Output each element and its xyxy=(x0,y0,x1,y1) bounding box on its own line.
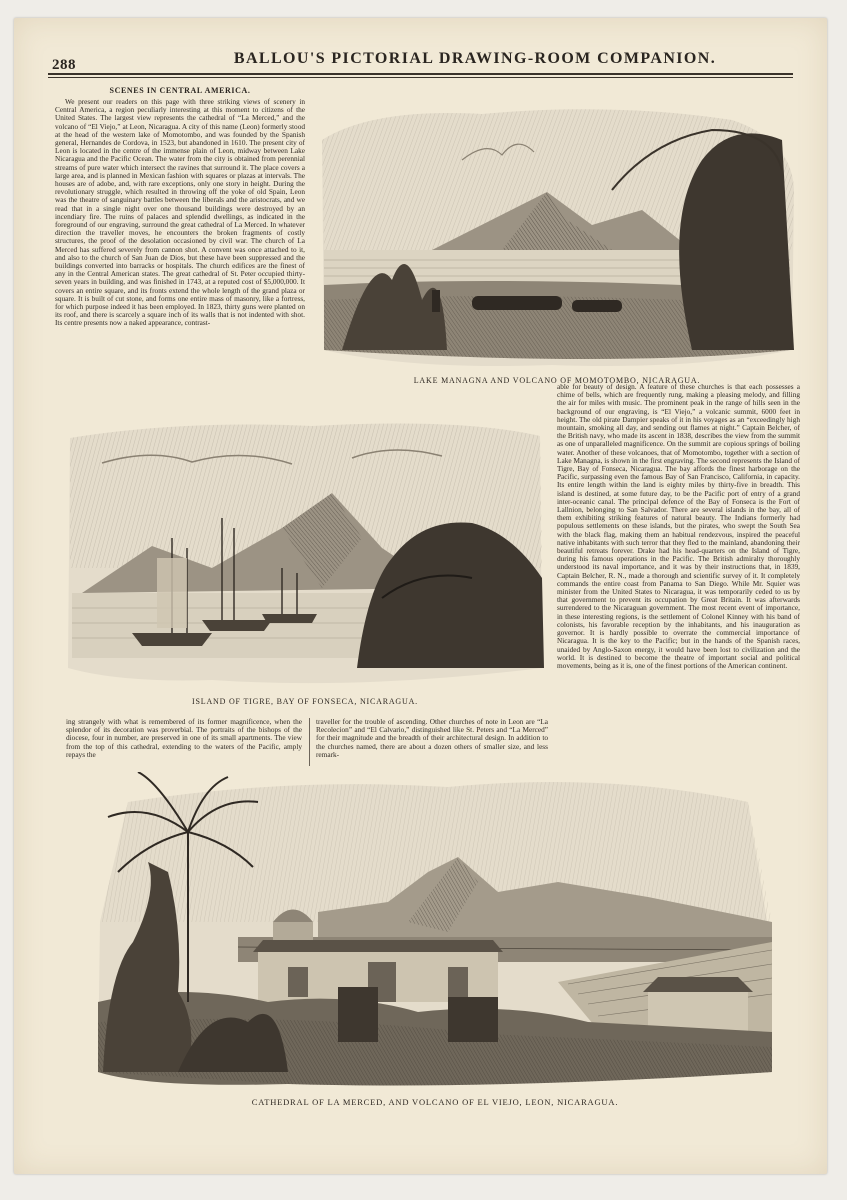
caption-cathedral-la-merced: CATHEDRAL OF LA MERCED, AND VOLCANO OF EL VIEJO, LEON, NICARAGUA. xyxy=(251,1097,619,1107)
article-title: SCENES IN CENTRAL AMERICA. xyxy=(109,86,251,95)
engraving-lake-managna xyxy=(312,100,800,372)
page-number: 288 xyxy=(52,57,76,73)
article-column-lower-mid xyxy=(316,718,548,768)
article-column-right-text: able for beauty of design. A feature of these churches is that each possesses a chime of bells, which are frequently rung, making a pleasing melody, and filling the air for miles with music. The prominent peak in the range of hills seen in the background of our engraving, is “El Viejo,” a volcanic summit, 6000 feet in height. The old pirate Dampier speaks of it in his voyages as an “exceedingly high mountain, smoking all day, and sending out flames at night.” Captain Belcher, of the British navy, who made its ascent in 1838, describes the view from the summit as one of unparalleled magnificence. On the summit are copious springs of boiling water. Another of these volcanoes, that of Momotombo, together with a section of Lake Managna, is shown in the first engraving. The second represents the Island of Tigre, Bay of Fonseca, Nicaragua. The bay affords the finest harborage on the Pacific, surpassing even the famous Bay of San Francisco, California, in capacity. Its entire length within the land is eighty miles by thirty-five in breadth. This island is destined, at some future day, to be the Pacific port of entry of a grand inter-oceanic canal. The principal defence of the Bay of Fonseca is the Fort of Lallnion, belonging to San Salvador. There are several islands in the bay, all of them exhibiting striking features of natural beauty. The Indians formerly had populous settlements on these islands, but the pirates, who swept the South Sea with the black flag, making them an habitual rendezvous, inspired the peaceful native inhabitants with such terror that they fled to the mainland, abandoning their beautiful retreats forever. Drake had his head-quarters on the Island of Tigre, during his famous operations in the Pacific. The British admiralty thoroughly understood its naval importance, and it was by their instructions that, in 1839, Captain Belcher, R. N., made a thorough and scientific survey of it. It completely commands the entire coast from Panama to San Diego. While Mr. Squier was minister from the United States to Nicaragua, it was temporarily ceded to us by that government to prevent its occupation by Great Britain. It was afterwards surrendered to the Nicaraguan government. The most recent event of importance, in these interesting regions, is the settlement of Colonel Kinney with his band of colonists, his favorable reception by the inhabitants, and his inauguration as governor. It is hardly possible to overrate the commercial importance of Nicaragua. It is the key to the Pacific; but in the hands of the Spanish races, unaided by Anglo-Saxon energy, it would have been lost to civilization and the world. It is destined to become the theatre of important social and political movements, being as it is, one of the finest portions of the American continent. xyxy=(557,383,800,670)
masthead-rule xyxy=(48,73,793,75)
engraving-cathedral-la-merced xyxy=(88,772,780,1090)
article-column-lower-left xyxy=(66,718,302,768)
publication-masthead: BALLOU'S PICTORIAL DRAWING-ROOM COMPANION. xyxy=(233,50,717,67)
caption-lake-managna: LAKE MANAGNA AND VOLCANO OF MOMOTOMBO, NICARAGUA. xyxy=(413,376,701,385)
column-divider xyxy=(309,718,310,766)
article-column-lower-left-text: ing strangely with what is remembered of its former magnificence, when the splendor of its decoration was proverbial. The portraits of the bishops of the diocese, four in number, are preserved in one of its small apartments. The view from the top of this cathedral, extending to the waters of the Pacific, amply repays the xyxy=(66,718,302,759)
article-column-1-text: We present our readers on this page with three striking views of scenery in Central America, a region peculiarly interesting at this moment to citizens of the United States. The largest view represents the cathedral of “La Merced,” and the volcano of “El Viejo,” at Leon, Nicaragua. A city of this name (Leon) formerly stood at the head of the western lake of Momotombo, and was founded by the Spanish general, Hernandes de Cordova, in 1523, but abandoned in 1610. The present city of Leon is located in the centre of the immense plain of Leon, midway between Lake Nicaragua and the Pacific Ocean. The water from the city is obtained from perennial streams of pure water which intersect the ravines that surround it. The place covers a large area, and is planned in Mexican fashion with squares or plazas at intervals. The houses are of adobe, and, with rare exceptions, only one story in height. During the revolutionary struggle, which resulted in throwing off the yoke of old Spain, Leon was the theatre of sanguinary battles between the liberals and the aristocrats, and we read that in a single night over one thousand buildings were destroyed by an incendiary fire. The ruins of palaces and splendid dwellings, as indicated in the foreground of our engraving, surround the great cathedral of La Merced. In whatever direction the traveller moves, he encounters the broken fragments of costly structures, the proof of the desolation occasioned by civil war. The church of La Merced has suffered severely from cannon shot. A convent was once attached to it, and also to the church of San Juan de Dios, but these have been suppressed and the buildings converted into barracks or hospitals. The church edifices are the finest of any in the Central American states. The great cathedral of St. Peter occupied thirty-seven years in building, and was finished in 1743, at a reputed cost of $5,000,000. It covers an entire square, and its fronts extend the whole length of the grand plaza or square. It is built of cut stone, and forms one entire mass of masonry, like a fortress, for which purpose indeed it has been employed. In 1823, thirty guns were planted on its roof, and there is scarcely a square inch of its walls that is not indented with shot. Its centre presents now a naked appearance, contrast- xyxy=(55,98,305,328)
masthead-rule-thin xyxy=(48,77,793,78)
article-column-1 xyxy=(55,98,305,398)
article-column-lower-mid-text: traveller for the trouble of ascending. Other churches of note in Leon are “La Recolecion” and “El Calvario,” distinguished like St. Peters and “La Merced” for their magnitude and the breadth of their architectural design. In addition to the churches named, there are about a dozen others of smaller size, and less remark- xyxy=(316,718,548,759)
article-column-right xyxy=(557,383,800,783)
caption-island-of-tigre: ISLAND OF TIGRE, BAY OF FONSECA, NICARAGUA. xyxy=(192,697,418,706)
engraving-island-of-tigre xyxy=(62,418,548,690)
